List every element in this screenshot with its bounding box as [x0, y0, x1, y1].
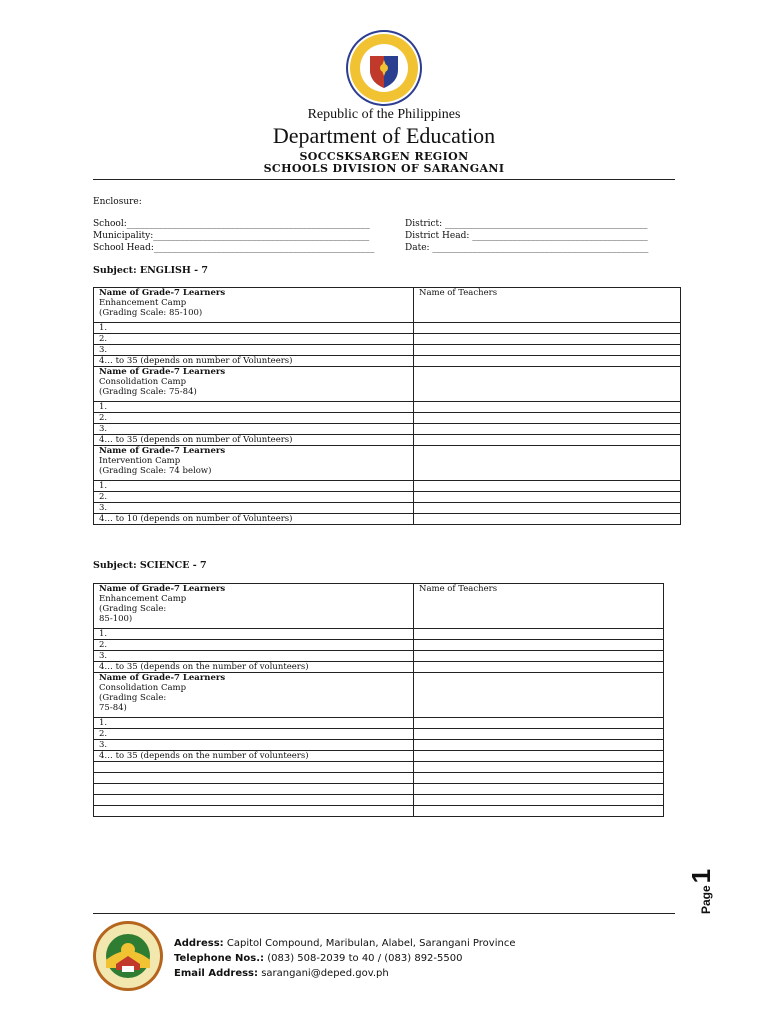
- section-camp: Consolidation Camp: [99, 377, 187, 387]
- row-label[interactable]: 4… to 35 (depends on the number of volunteers): [94, 662, 414, 673]
- row-label[interactable]: 1.: [94, 323, 414, 334]
- science-table: [93, 583, 664, 817]
- row-label[interactable]: 2.: [94, 334, 414, 345]
- municipality-field[interactable]: Municipality:________________________________________________: [93, 231, 370, 241]
- address-value: Capitol Compound, Maribulan, Alabel, Sarangani Province: [226, 938, 516, 949]
- table-row: [94, 629, 664, 640]
- teacher-cell[interactable]: [414, 740, 664, 751]
- table-row: [94, 424, 681, 435]
- teacher-cell[interactable]: [414, 718, 664, 729]
- division-heading: SCHOOLS DIVISION OF SARANGANI: [263, 162, 505, 175]
- teacher-cell[interactable]: [414, 356, 681, 367]
- email-label: Email Address:: [174, 968, 259, 979]
- section-header-cell: [94, 673, 414, 718]
- table-row: [94, 784, 664, 795]
- table-row: [94, 323, 681, 334]
- section-title: Name of Grade-7 Learners: [99, 673, 226, 683]
- row-label[interactable]: 3.: [94, 740, 414, 751]
- teacher-cell[interactable]: [414, 640, 664, 651]
- row-label[interactable]: 3.: [94, 424, 414, 435]
- table-row: [94, 435, 681, 446]
- section-title: Name of Grade-7 Learners: [99, 446, 226, 456]
- table-row: [94, 446, 681, 481]
- teacher-cell[interactable]: [414, 323, 681, 334]
- svg-text:Page1: [686, 869, 716, 914]
- department-heading: Department of Education: [272, 123, 496, 148]
- table-row: [94, 651, 664, 662]
- row-label[interactable]: 2.: [94, 413, 414, 424]
- table-row: [94, 345, 681, 356]
- region-heading: SOCCSKSARGEN REGION: [299, 150, 469, 163]
- row-label[interactable]: 1.: [94, 481, 414, 492]
- division-seal-logo: [92, 920, 164, 992]
- teacher-cell[interactable]: [414, 424, 681, 435]
- section-scale: (Grading Scale:: [99, 604, 167, 614]
- teacher-cell[interactable]: [414, 751, 664, 762]
- table-row: [94, 288, 681, 323]
- teacher-cell[interactable]: [414, 402, 681, 413]
- teacher-cell[interactable]: [414, 446, 681, 481]
- date-field[interactable]: Date: ________________________________________________: [405, 243, 649, 253]
- section-title: Name of Grade-7 Learners: [99, 288, 226, 298]
- teacher-cell[interactable]: [414, 367, 681, 402]
- municipality-row: [93, 231, 675, 243]
- row-label[interactable]: 1.: [94, 718, 414, 729]
- section-scale: (Grading Scale: 75-84): [99, 387, 197, 397]
- footer-phone: [174, 953, 462, 964]
- table-row: [94, 584, 664, 629]
- table-row: [94, 402, 681, 413]
- teacher-cell[interactable]: [414, 729, 664, 740]
- enclosure-label: Enclosure:: [93, 197, 142, 207]
- teacher-cell[interactable]: [414, 435, 681, 446]
- header-divider: [93, 179, 675, 180]
- table-row: [94, 640, 664, 651]
- row-label[interactable]: [94, 773, 414, 784]
- republic-heading: Republic of the Philippines: [307, 107, 461, 122]
- section-header-cell: [94, 367, 414, 402]
- row-label[interactable]: 3.: [94, 345, 414, 356]
- table-row: [94, 773, 664, 784]
- section-scale-range: 75-84): [99, 703, 127, 713]
- table-row: [94, 481, 681, 492]
- teacher-cell[interactable]: [414, 629, 664, 640]
- teacher-cell[interactable]: [414, 413, 681, 424]
- row-label[interactable]: 1.: [94, 402, 414, 413]
- table-row: [94, 751, 664, 762]
- teacher-cell[interactable]: [414, 651, 664, 662]
- section-header-cell: [94, 584, 414, 629]
- address-label: Address:: [174, 938, 224, 949]
- table-row: [94, 413, 681, 424]
- footer-email: [174, 968, 389, 979]
- teacher-cell[interactable]: [414, 773, 664, 784]
- district-field[interactable]: District: _____________________________________________: [405, 219, 648, 229]
- english-subject-label: Subject: ENGLISH - 7: [93, 265, 209, 276]
- section-camp: Enhancement Camp: [99, 298, 187, 308]
- row-label[interactable]: 2.: [94, 729, 414, 740]
- row-label[interactable]: [94, 806, 414, 817]
- section-scale-range: 85-100): [99, 614, 133, 624]
- table-row: [94, 729, 664, 740]
- page-number: [686, 858, 726, 918]
- teacher-cell[interactable]: [414, 481, 681, 492]
- row-label[interactable]: 3.: [94, 503, 414, 514]
- phone-value: (083) 508-2039 to 40 / (083) 892-5500: [267, 953, 463, 964]
- district-head-field[interactable]: District Head: _______________________________________: [405, 231, 648, 241]
- school-field[interactable]: School:______________________________________________________: [93, 219, 370, 229]
- row-label[interactable]: 4… to 35 (depends on the number of volunteers): [94, 751, 414, 762]
- section-header-cell: [94, 446, 414, 481]
- teacher-cell[interactable]: [414, 492, 681, 503]
- row-label[interactable]: 2.: [94, 640, 414, 651]
- teacher-cell[interactable]: [414, 514, 681, 525]
- section-title: Name of Grade-7 Learners: [99, 367, 226, 377]
- row-label[interactable]: [94, 762, 414, 773]
- teacher-cell[interactable]: [414, 784, 664, 795]
- row-label[interactable]: 4… to 10 (depends on number of Volunteers): [94, 514, 414, 525]
- school-district-row: [93, 219, 675, 231]
- phone-label: Telephone Nos.:: [174, 953, 265, 964]
- row-label[interactable]: 3.: [94, 651, 414, 662]
- row-label[interactable]: 4… to 35 (depends on number of Volunteers): [94, 435, 414, 446]
- row-label[interactable]: 2.: [94, 492, 414, 503]
- teachers-header-cell: Name of Teachers: [414, 584, 664, 629]
- section-camp: Enhancement Camp: [99, 594, 187, 604]
- teacher-cell[interactable]: [414, 795, 664, 806]
- table-row: [94, 806, 664, 817]
- row-label[interactable]: 1.: [94, 629, 414, 640]
- table-row: [94, 762, 664, 773]
- table-row: [94, 503, 681, 514]
- teacher-cell[interactable]: [414, 334, 681, 345]
- english-table: [93, 287, 681, 525]
- row-label[interactable]: 4… to 35 (depends on number of Volunteers): [94, 356, 414, 367]
- teacher-cell[interactable]: [414, 806, 664, 817]
- school-head-row: [93, 243, 675, 255]
- science-subject-label: Subject: SCIENCE - 7: [93, 560, 207, 571]
- row-label[interactable]: [94, 784, 414, 795]
- table-row: [94, 492, 681, 503]
- footer-address: [174, 938, 515, 949]
- deped-seal-logo: [344, 28, 424, 108]
- section-scale: (Grading Scale:: [99, 693, 167, 703]
- teacher-cell[interactable]: [414, 503, 681, 514]
- section-scale: (Grading Scale: 74 below): [99, 466, 212, 476]
- teachers-header-cell: Name of Teachers: [414, 288, 681, 323]
- teacher-cell[interactable]: [414, 662, 664, 673]
- page-label-text: Page: [699, 885, 713, 914]
- table-row: [94, 367, 681, 402]
- section-camp: Intervention Camp: [99, 456, 181, 466]
- table-row: [94, 514, 681, 525]
- teacher-cell[interactable]: [414, 673, 664, 718]
- table-row: [94, 334, 681, 345]
- email-value[interactable]: sarangani@deped.gov.ph: [261, 968, 389, 979]
- section-scale: (Grading Scale: 85-100): [99, 308, 203, 318]
- footer-divider: [93, 913, 675, 914]
- table-row: [94, 795, 664, 806]
- section-title: Name of Grade-7 Learners: [99, 584, 226, 594]
- table-row: [94, 673, 664, 718]
- table-row: [94, 718, 664, 729]
- row-label[interactable]: [94, 795, 414, 806]
- teacher-cell[interactable]: [414, 762, 664, 773]
- section-camp: Consolidation Camp: [99, 683, 187, 693]
- section-header-cell: [94, 288, 414, 323]
- table-row: [94, 356, 681, 367]
- page-number-text: 1: [686, 868, 716, 884]
- school-head-field[interactable]: School Head:_________________________________________________: [93, 243, 375, 253]
- table-row: [94, 662, 664, 673]
- table-row: [94, 740, 664, 751]
- teacher-cell[interactable]: [414, 345, 681, 356]
